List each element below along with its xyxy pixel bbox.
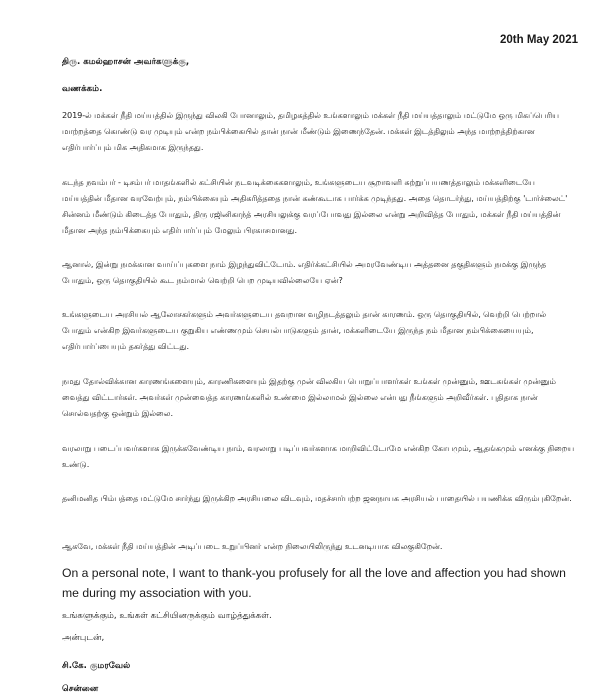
addressee: திரு. கமல்ஹாசன் அவர்களுக்கு, bbox=[62, 57, 190, 67]
english-note: On a personal note, I want to thank-you profusely for all the love and affection you had shown me during my association with you. bbox=[62, 566, 566, 600]
salutation: வணக்கம். bbox=[62, 84, 103, 94]
paragraph-6: வரலாறு படைப்பவர்களாக இருக்கவேண்டிய நாம், வரலாறு படிப்பவர்களாக மாறிவிட்டோமே என்கிற கோபமும், ஆதங்கமும் எனக்கு நிறைய உண்டு. bbox=[62, 443, 575, 469]
signatory-name: சி.கே. குமரவேல் bbox=[62, 661, 131, 671]
wishes-line: உங்களுக்கும், உங்கள் கட்சியினருக்கும் வாழ்த்துக்கள். bbox=[62, 611, 272, 621]
paragraph-5: நமது தோல்விக்கான காரணங்களையும், காரணிகளையும் இதற்கு முன் விலகிய பொறுப்பாளர்கள் உங்கள் முன்னும், ஊடகங்கள் முன்னும் வைத்து விட்டார்கள். அவர்கள் முன்வைத்த காரணங்களில் உண்மை இல்லாமல் இல்லை என்பது நீங்களும் அறிவீர்கள். புதிதாக நான் சொல்வதற்கு ஒன்றும் இல்லை. bbox=[62, 376, 556, 418]
letter-date: 20th May 2021 bbox=[500, 34, 578, 46]
paragraph-1: 2019-ல் மக்கள் நீதி மய்யத்தில் இருந்து விலகி போனாலும், தமிழகத்தில் உங்களாலும் மக்கள் நீதி மய்யத்தாலும் மட்டுமே ஒரு மிகப்பெரிய மாற்றத்தை கொண்டு வர முடியும் என்ற நம்பிக்கையில் தான் நான் மீண்டும் இணைந்தேன். மக்கள் இடத்திலும் அந்த மாற்றத்திற்கான எதிர்பார்ப்பும் மிக அதிகமாக இருந்தது. bbox=[62, 110, 559, 152]
signatory-place: சென்னை bbox=[62, 684, 99, 694]
paragraph-2: கடந்த நவம்பர் - டிசம்பர் மாதங்களில் கட்சியின் நடவடிக்கைகளாலும், உங்களுடைய சூறாவளி சுற்றுப்பயணத்தாலும் மக்களிடையே மய்யத்தின் மீதான வரவேற்பும், நம்பிக்கையும் அதிகரித்ததை நான் கண்கூடாக பார்க்க முடிந்தது. அதை தொடர்ந்து, மய்யத்திற்கு 'டார்ச்லைட்' சின்னம் மீண்டும் கிடைத்த போதும், திரு ரஜினிகாந்த் அரசியலுக்கு வரப்போவது இல்லை என்று அறிவித்த போதும், மக்கள் நீதி மய்யத்தின் மீதான அந்த நம்பிக்கையும் எதிர்பார்ப்பும் மேலும் பிரகாசமானது. bbox=[62, 177, 568, 235]
paragraph-4: உங்களுடைய அரசியல் ஆலோசகர்களும் அவர்களுடைய தவறான வழிநடத்தலும் தான் காரணம். ஒரு தொகுதியில், வெற்றி பெற்றால் போதும் என்கிற இவர்களுடைய குறுகிய எண்ணமும் செயல்பாடுகளும் தான், மக்களிடையே இருந்த நம் மீதான நம்பிக்கையையும், எதிர்பார்ப்பையும் தகர்த்து விட்டது. bbox=[62, 309, 547, 351]
paragraph-7: தனிமனித பிம்பத்தை மட்டுமே சார்ந்து இருக்கிற அரசியலை விடவும், மதச்சார்பற்ற ஜனநாயக அரசியல் பாதையில் பயணிக்க விரும்புகிறேன். bbox=[62, 493, 572, 503]
closing-line: அன்புடன், bbox=[62, 633, 105, 643]
paragraph-8: ஆகவே, மக்கள் நீதி மய்யத்தின் அடிப்படை உறுப்பினர் என்ற நிலையிலிருந்து உடனடியாக விலகுகிறேன். bbox=[62, 541, 443, 551]
paragraph-3: ஆனால், இன்று நமக்கான வாய்ப்புகளை நாம் இழந்துவிட்டோம். எதிர்க்கட்சியில் அமரவேண்டிய அத்தனை தகுதிகளும் நமக்கு இருந்த போதும், ஒரு தொகுதியில் கூட நம்மால் வெற்றி பெற முடியவில்லையே ஏன்? bbox=[62, 259, 547, 285]
